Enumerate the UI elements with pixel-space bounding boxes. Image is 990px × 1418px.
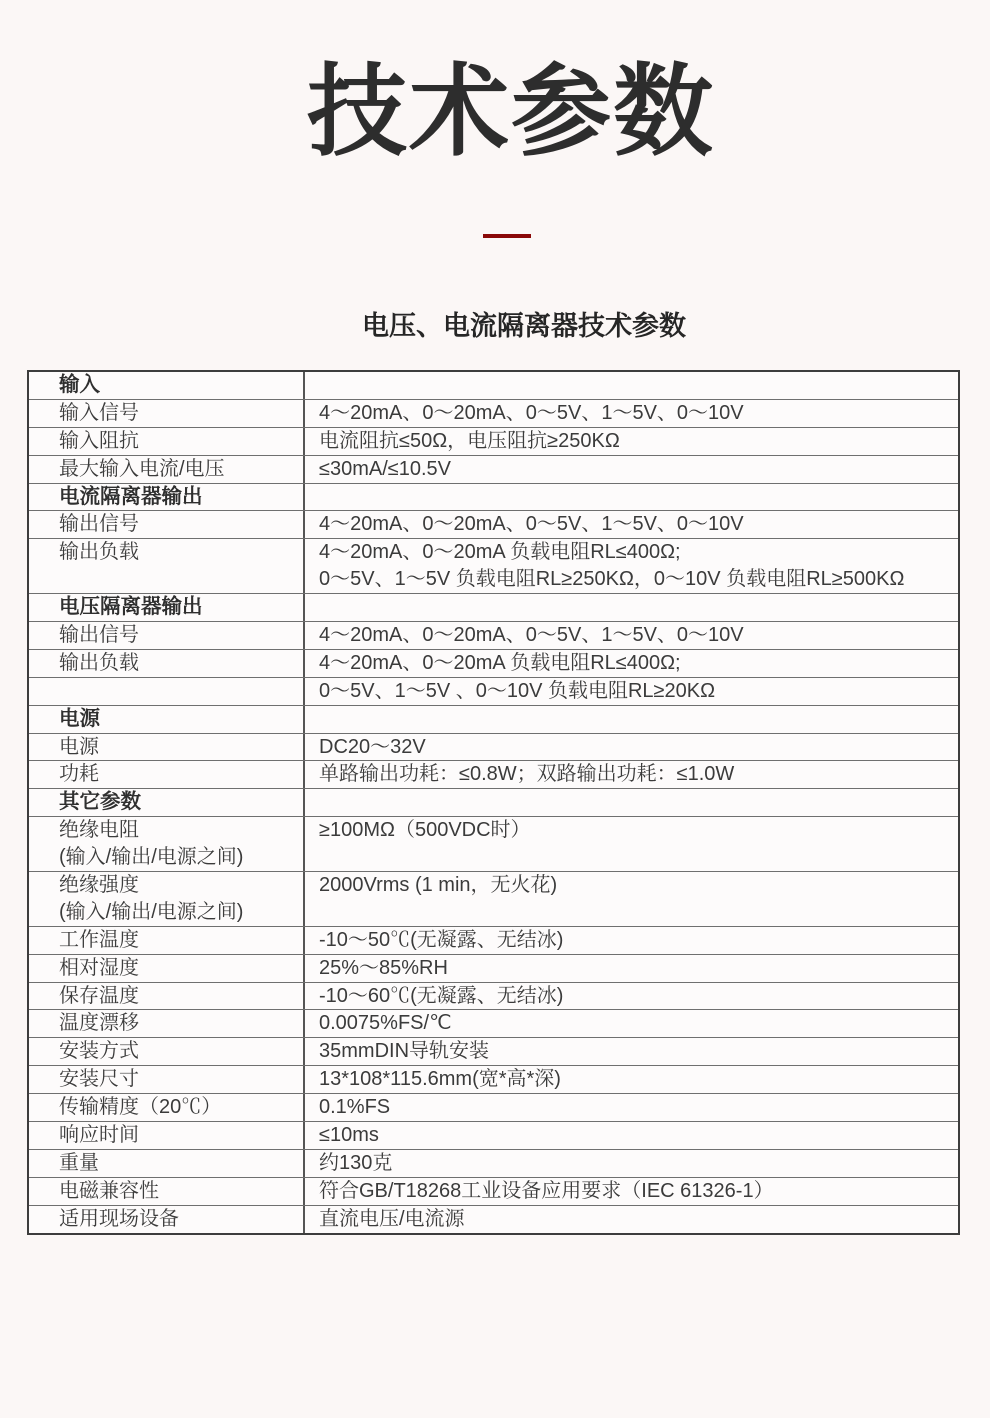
spec-name-cell <box>29 706 305 733</box>
spec-value-cell-text: -10～50℃(无凝露、无结冰) <box>319 928 564 951</box>
page-title: 技术参数 <box>307 56 715 168</box>
section-header-row <box>29 483 958 511</box>
spec-name-cell-text <box>59 678 303 705</box>
spec-name-cell-text: 安装方式 <box>59 1040 139 1063</box>
spec-row <box>29 1065 958 1093</box>
spec-value-cell-text: 4～20mA、0～20mA、0～5V、1～5V、0～10V <box>319 401 744 424</box>
spec-name-cell <box>29 456 305 483</box>
section-header-row <box>29 705 958 733</box>
spec-row <box>29 816 958 871</box>
spec-name-cell-text: 绝缘电阻 <box>59 819 139 842</box>
spec-value-cell-text: 4～20mA、0～20mA、0～5V、1～5V、0～10V <box>319 624 744 647</box>
spec-name-cell-text: 电源 <box>59 706 100 730</box>
spec-row <box>29 1149 958 1177</box>
spec-name-cell <box>29 1178 305 1205</box>
spec-row <box>29 1037 958 1065</box>
spec-name-cell <box>29 872 305 926</box>
spec-name-cell <box>29 1150 305 1177</box>
spec-value-cell <box>305 1010 958 1037</box>
spec-name-cell <box>29 678 305 705</box>
spec-name-cell-text: 重量 <box>59 1151 99 1174</box>
spec-name-cell-text: 安装尺寸 <box>59 1068 139 1091</box>
spec-row <box>29 1121 958 1149</box>
spec-value-cell <box>305 817 958 871</box>
spec-value-cell <box>305 955 958 982</box>
spec-row <box>29 621 958 649</box>
spec-name-cell-text: 保存温度 <box>59 984 139 1007</box>
spec-value-cell <box>305 872 958 926</box>
spec-value-cell-text: DC20～32V <box>319 735 426 758</box>
spec-value-cell <box>305 1094 958 1121</box>
section-header-row <box>29 372 958 399</box>
spec-value-cell <box>305 372 958 399</box>
spec-row <box>29 399 958 427</box>
spec-name-cell-text: 最大输入电流/电压 <box>59 457 225 480</box>
spec-name-cell-text: (输入/输出/电源之间) <box>59 900 244 923</box>
spec-name-cell <box>29 400 305 427</box>
spec-name-cell-text: 工作温度 <box>59 928 139 951</box>
spec-name-cell-text: 功耗 <box>59 763 99 786</box>
spec-value-cell-text <box>319 594 952 621</box>
spec-name-cell <box>29 1066 305 1093</box>
spec-value-cell <box>305 511 958 538</box>
spec-value-cell-text <box>319 484 952 511</box>
spec-row <box>29 427 958 455</box>
spec-row <box>29 1009 958 1037</box>
spec-value-cell-text: 0.0075%FS/℃ <box>319 1012 452 1035</box>
spec-name-cell <box>29 734 305 761</box>
spec-row <box>29 649 958 677</box>
spec-name-cell <box>29 789 305 816</box>
spec-value-cell <box>305 983 958 1010</box>
spec-value-cell <box>305 594 958 621</box>
spec-value-cell <box>305 622 958 649</box>
spec-row <box>29 982 958 1010</box>
spec-row <box>29 1205 958 1233</box>
spec-value-cell <box>305 428 958 455</box>
spec-name-cell-text: 电源 <box>59 735 99 758</box>
spec-value-cell-text: 直流电压/电流源 <box>319 1207 465 1230</box>
spec-value-cell <box>305 1122 958 1149</box>
spec-value-cell-text: ≤30mA/≤10.5V <box>319 457 452 480</box>
spec-value-cell <box>305 678 958 705</box>
spec-value-cell <box>305 706 958 733</box>
spec-name-cell-text: 输入阻抗 <box>59 429 139 452</box>
spec-row <box>29 954 958 982</box>
spec-name-cell <box>29 927 305 954</box>
spec-value-cell <box>305 761 958 788</box>
spec-name-cell <box>29 955 305 982</box>
spec-value-cell-text: ≤10ms <box>319 1124 379 1147</box>
spec-name-cell-text: 输出负载 <box>59 541 139 564</box>
spec-name-cell-text: 输入 <box>59 373 100 396</box>
spec-row <box>29 760 958 788</box>
spec-value-cell <box>305 1066 958 1093</box>
spec-name-cell <box>29 539 305 593</box>
spec-value-cell-text: 4～20mA、0～20mA 负载电阻RL≤400Ω; <box>319 541 681 564</box>
spec-name-cell <box>29 511 305 538</box>
spec-name-cell-text: 电压隔离器输出 <box>59 595 203 619</box>
spec-name-cell-text: 输入信号 <box>59 401 139 424</box>
spec-name-cell <box>29 1038 305 1065</box>
spec-value-cell <box>305 1150 958 1177</box>
spec-value-cell-text <box>319 706 952 733</box>
spec-value-cell-text: 35mmDIN导轨安装 <box>319 1040 490 1063</box>
spec-name-cell-text: 输出负载 <box>59 651 139 674</box>
spec-value-cell-text: 电流阻抗≤50Ω，电压阻抗≥250KΩ <box>319 429 620 452</box>
spec-value-cell <box>305 927 958 954</box>
spec-name-cell-text: 适用现场设备 <box>59 1207 179 1230</box>
spec-value-cell-text: 25%～85%RH <box>319 956 448 979</box>
spec-name-cell <box>29 622 305 649</box>
spec-value-cell-text <box>319 789 952 816</box>
spec-value-cell-text: 约130克 <box>319 1151 393 1174</box>
title-divider <box>483 234 531 238</box>
spec-name-cell <box>29 1122 305 1149</box>
spec-name-cell-text: 温度漂移 <box>59 1012 139 1035</box>
spec-row <box>29 538 958 593</box>
spec-value-cell <box>305 456 958 483</box>
spec-name-cell <box>29 1206 305 1233</box>
spec-name-cell-text: (输入/输出/电源之间) <box>59 846 244 869</box>
spec-name-cell <box>29 983 305 1010</box>
spec-name-cell-text: 电流隔离器输出 <box>59 484 203 508</box>
spec-value-cell-text: 4～20mA、0～20mA、0～5V、1～5V、0～10V <box>319 513 744 536</box>
spec-name-cell-text: 传输精度（20℃） <box>59 1096 222 1119</box>
spec-name-cell-text: 其它参数 <box>59 790 141 814</box>
spec-value-cell-text: 13*108*115.6mm(宽*高*深) <box>319 1068 561 1091</box>
spec-row <box>29 1177 958 1205</box>
spec-value-cell-text: 符合GB/T18268工业设备应用要求（IEC 61326-1） <box>319 1179 774 1202</box>
spec-table <box>27 370 960 1235</box>
section-header-row <box>29 593 958 621</box>
spec-name-cell-text: 输出信号 <box>59 513 139 536</box>
spec-value-cell-text: -10～60℃(无凝露、无结冰) <box>319 984 564 1007</box>
spec-row <box>29 926 958 954</box>
spec-name-cell <box>29 372 305 399</box>
spec-value-cell <box>305 1206 958 1233</box>
spec-value-cell-text <box>319 372 952 399</box>
spec-name-cell-text: 输出信号 <box>59 624 139 647</box>
spec-value-cell <box>305 1178 958 1205</box>
spec-name-cell-text: 电磁兼容性 <box>59 1179 159 1202</box>
spec-value-cell <box>305 650 958 677</box>
spec-row <box>29 455 958 483</box>
spec-value-cell <box>305 1038 958 1065</box>
spec-value-cell-text: 0～5V、1～5V 负载电阻RL≥250KΩ，0～10V 负载电阻RL≥500KΩ <box>319 568 905 591</box>
spec-value-cell-text: 0～5V、1～5V 、0～10V 负载电阻RL≥20KΩ <box>319 679 716 702</box>
spec-name-cell <box>29 428 305 455</box>
spec-value-cell <box>305 789 958 816</box>
spec-row <box>29 733 958 761</box>
spec-name-cell <box>29 1094 305 1121</box>
table-title: 电压、电流隔离器技术参数 <box>362 311 686 341</box>
spec-value-cell-text: 0.1%FS <box>319 1096 391 1119</box>
spec-row <box>29 1093 958 1121</box>
spec-value-cell <box>305 400 958 427</box>
spec-row <box>29 510 958 538</box>
spec-row <box>29 677 958 705</box>
section-header-row <box>29 788 958 816</box>
spec-name-cell <box>29 650 305 677</box>
spec-value-cell <box>305 734 958 761</box>
spec-value-cell <box>305 484 958 511</box>
spec-name-cell-text: 响应时间 <box>59 1124 139 1147</box>
spec-name-cell <box>29 484 305 511</box>
spec-value-cell-text: 单路输出功耗：≤0.8W；双路输出功耗：≤1.0W <box>319 763 735 786</box>
spec-name-cell-text: 相对湿度 <box>59 956 139 979</box>
spec-name-cell <box>29 594 305 621</box>
spec-name-cell <box>29 761 305 788</box>
spec-name-cell-text: 绝缘强度 <box>59 874 139 897</box>
spec-value-cell-text: ≥100MΩ（500VDC时） <box>319 819 531 842</box>
spec-sheet-page <box>0 56 990 1418</box>
spec-name-cell <box>29 1010 305 1037</box>
spec-row <box>29 871 958 926</box>
spec-value-cell-text: 4～20mA、0～20mA 负载电阻RL≤400Ω; <box>319 651 681 674</box>
spec-value-cell-text: 2000Vrms (1 min，无火花) <box>319 874 558 897</box>
spec-value-cell <box>305 539 958 593</box>
spec-name-cell <box>29 817 305 871</box>
